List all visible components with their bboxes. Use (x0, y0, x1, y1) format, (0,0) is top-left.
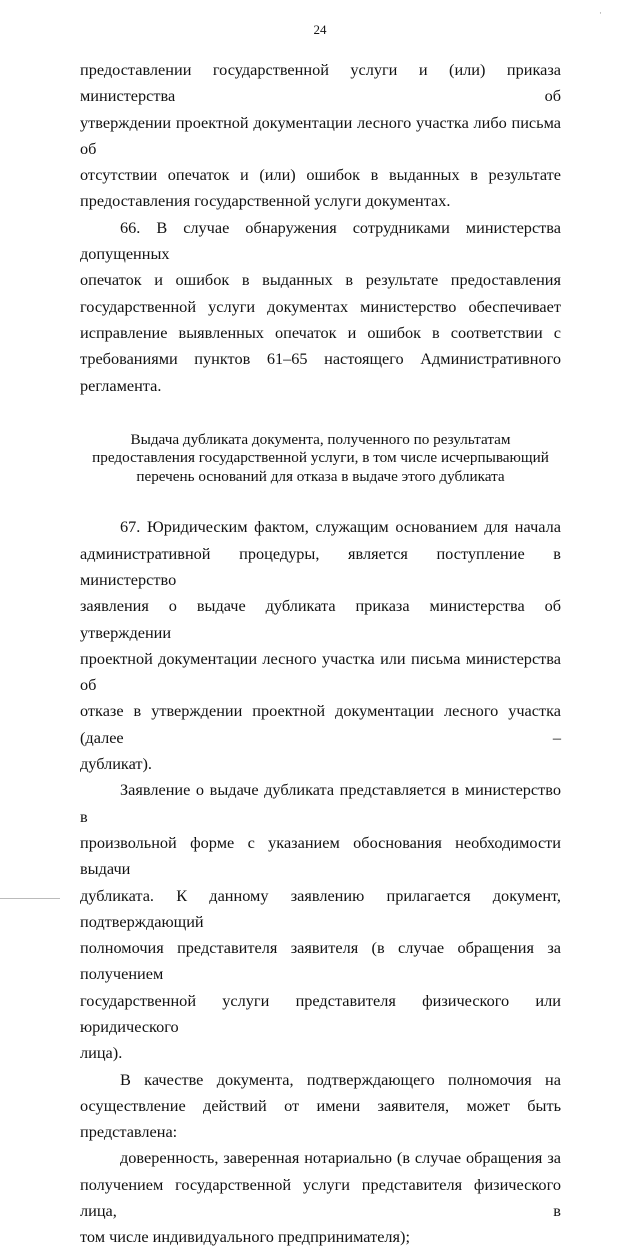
heading-line: перечень оснований для отказа в выдаче этого дубликата (136, 467, 505, 485)
text-line: исправление выявленных опечаток и ошибок в соответствии с (80, 322, 561, 342)
text-line: 66. В случае обнаружения сотрудниками министерства допущенных (80, 217, 561, 264)
text-line: дубликата. К данному заявлению прилагается документ, подтверждающий (80, 885, 561, 931)
text-line: Заявление о выдаче дубликата представляется в министерство в (80, 780, 561, 826)
scan-edge-line (0, 898, 60, 899)
scan-artifact-mark: · (599, 8, 602, 18)
text-line: проектной документации лесного участка или письма министерства об (80, 648, 561, 695)
text-line: предоставления государственной услуги документах. (80, 191, 451, 211)
text-line: заявления о выдаче дубликата приказа министерства об утверждении (80, 596, 561, 642)
section-heading (80, 431, 561, 487)
text-line: 67. Юридическим фактом, служащим основанием для начала (120, 517, 561, 537)
document-body (80, 57, 561, 1251)
heading-line: Выдача дубликата документа, полученного по результатам (130, 430, 511, 448)
page-number: 24 (313, 22, 327, 37)
text-line: В качестве документа, подтверждающего полномочия на (120, 1069, 561, 1089)
text-line: предоставлении государственной услуги и (или) приказа министерства об (80, 60, 561, 106)
text-line: доверенность, заверенная нотариально (в случае обращения за (120, 1148, 561, 1168)
text-line: опечаток и ошибок в выданных в результате предоставления (80, 270, 561, 290)
text-line: утверждении проектной документации лесного участка либо письма об (80, 112, 561, 158)
text-line: лица). (80, 1043, 123, 1063)
text-line: том числе индивидуального предпринимателя); (80, 1227, 410, 1247)
text-line: требованиями пунктов 61–65 настоящего Административного регламента. (80, 349, 561, 395)
text-line: государственной услуги представителя физического или юридического (80, 990, 561, 1036)
text-line: административной процедуры, является поступление в министерство (80, 543, 561, 589)
text-line: осуществление действий от имени заявителя, может быть представлена: (80, 1095, 561, 1142)
text-line: отказе в утверждении проектной документации лесного участка (далее – (80, 701, 561, 747)
text-line: дубликат). (80, 754, 153, 774)
text-line: полномочия представителя заявителя (в случае обращения за получением (80, 938, 561, 984)
text-line: государственной услуги документах министерство обеспечивает (80, 296, 561, 316)
text-line: отсутствии опечаток и (или) ошибок в выданных в результате (80, 165, 561, 185)
heading-line: предоставления государственной услуги, в том числе исчерпывающий (92, 449, 549, 467)
text-line: получением государственной услуги представителя физического лица, в (80, 1174, 561, 1221)
text-line: произвольной форме с указанием обоснования необходимости выдачи (80, 832, 561, 879)
